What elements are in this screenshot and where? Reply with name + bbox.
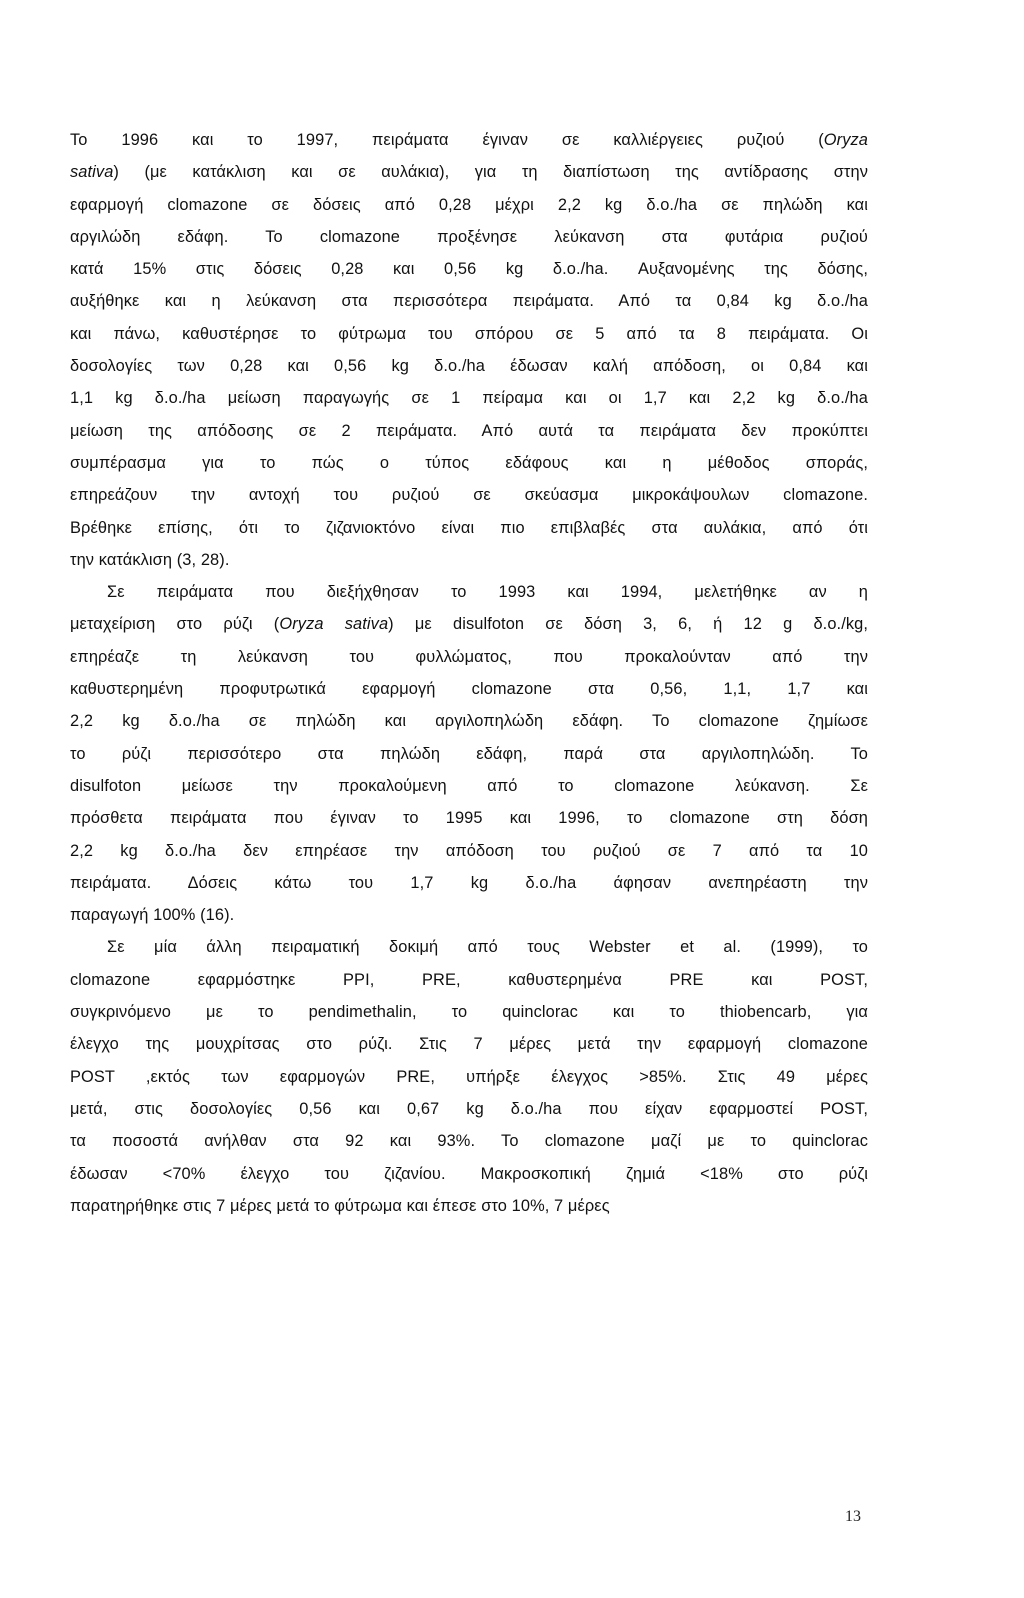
text-line: Το 1996 και το 1997, πειράματα έγιναν σε καλλιέργειες ρυζιού (Oryza <box>70 131 868 149</box>
text-line: εφαρμογή clomazone σε δόσεις από 0,28 μέχρι 2,2 kg δ.ο./ha σε πηλώδη και <box>70 195 868 214</box>
text-line: Σε πειράματα που διεξήχθησαν το 1993 και 1994, μελετήθηκε αν η <box>107 583 868 602</box>
text-line: κατά 15% στις δόσεις 0,28 και 0,56 kg δ.ο./ha. Αυξανομένης της δόσης, <box>70 260 868 279</box>
paragraph-3 <box>70 931 868 1222</box>
paragraph-1 <box>70 124 868 576</box>
species-name: sativa <box>70 163 114 182</box>
text-line: παρατηρήθηκε στις 7 μέρες μετά το φύτρωμα και έπεσε στο 10%, 7 μέρες <box>70 1196 610 1215</box>
text-line: πειράματα. Δόσεις κάτω του 1,7 kg δ.ο./ha άφησαν ανεπηρέαστη την <box>70 873 868 892</box>
text-line: 1,1 kg δ.ο./ha μείωση παραγωγής σε 1 πείραμα και οι 1,7 και 2,2 kg δ.ο./ha <box>70 389 868 408</box>
text-line: αργιλώδη εδάφη. Το clomazone προξένησε λεύκανση στα φυτάρια ρυζιού <box>70 227 868 246</box>
text-line: αυξήθηκε και η λεύκανση στα περισσότερα πειράματα. Από τα 0,84 kg δ.ο./ha <box>70 292 868 311</box>
text-line: 2,2 kg δ.ο./ha δεν επηρέασε την απόδοση του ρυζιού σε 7 από τα 10 <box>70 841 868 860</box>
text-line: μεταχείριση στο ρύζι (Oryza sativa) με disulfoton σε δόση 3, 6, ή 12 g δ.ο./kg, <box>70 615 869 634</box>
text-line: καθυστερημένη προφυτρωτικά εφαρμογή clomazone στα 0,56, 1,1, 1,7 και <box>70 680 868 699</box>
text-line: συγκρινόμενο με το pendimethalin, το quinclorac και το thiobencarb, για <box>70 1003 868 1022</box>
text-line: μετά, στις δοσολογίες 0,56 και 0,67 kg δ.ο./ha που είχαν εφαρμοστεί POST, <box>70 1099 868 1118</box>
text-line: δοσολογίες των 0,28 και 0,56 kg δ.ο./ha έδωσαν καλή απόδοση, οι 0,84 και <box>70 357 868 376</box>
text-line: πρόσθετα πειράματα που έγιναν το 1995 και 1996, το clomazone στη δόση <box>70 809 868 828</box>
text-line: έλεγχο της μουχρίτσας στο ρύζι. Στις 7 μέρες μετά την εφαρμογή clomazone <box>70 1035 868 1054</box>
text-line: συμπέρασμα για το πώς ο τύπος εδάφους και η μέθοδος σποράς, <box>70 453 868 472</box>
paragraph-2 <box>70 576 868 931</box>
species-name: Oryza <box>823 131 868 149</box>
text-line: και πάνω, καθυστέρησε το φύτρωμα του σπόρου σε 5 από τα 8 πειράματα. Οι <box>70 324 868 343</box>
page-number: 13 <box>845 1508 861 1525</box>
text-line: 2,2 kg δ.ο./ha σε πηλώδη και αργιλοπηλώδη εδάφη. Το clomazone ζημίωσε <box>70 712 868 731</box>
text-line: Σε μία άλλη πειραματική δοκιμή από τους Webster et al. (1999), το <box>107 938 868 957</box>
text-line: το ρύζι περισσότερο στα πηλώδη εδάφη, παρά στα αργιλοπηλώδη. Το <box>70 744 868 763</box>
text-line: την κατάκλιση (3, 28). <box>70 550 230 569</box>
text-line: sativa) (με κατάκλιση και σε αυλάκια), για τη διαπίστωση της αντίδρασης στην <box>70 163 868 182</box>
text-line: παραγωγή 100% (16). <box>70 906 235 925</box>
text-line: επηρεάζουν την αντοχή του ρυζιού σε σκεύασμα μικροκάψουλων clomazone. <box>70 486 868 505</box>
text-line: Βρέθηκε επίσης, ότι το ζιζανιοκτόνο είναι πιο επιβλαβές στα αυλάκια, από ότι <box>70 518 868 537</box>
document-body <box>70 124 868 1222</box>
text-line: POST ,εκτός των εφαρμογών PRE, υπήρξε έλεγχος >85%. Στις 49 μέρες <box>70 1067 868 1086</box>
text-line: επηρέαζε τη λεύκανση του φυλλώματος, που προκαλούνταν από την <box>70 647 868 666</box>
text-line: clomazone εφαρμόστηκε PPI, PRE, καθυστερημένα PRE και POST, <box>70 970 868 989</box>
text-line: disulfoton μείωσε την προκαλούμενη από το clomazone λεύκανση. Σε <box>70 776 868 795</box>
text-line: τα ποσοστά ανήλθαν στα 92 και 93%. Το clomazone μαζί με το quinclorac <box>70 1132 868 1151</box>
species-name: Oryza sativa <box>279 615 389 634</box>
text-line: έδωσαν <70% έλεγχο του ζιζανίου. Μακροσκοπική ζημιά <18% στο ρύζι <box>70 1164 868 1183</box>
text-line: μείωση της απόδοσης σε 2 πειράματα. Από αυτά τα πειράματα δεν προκύπτει <box>70 421 868 440</box>
